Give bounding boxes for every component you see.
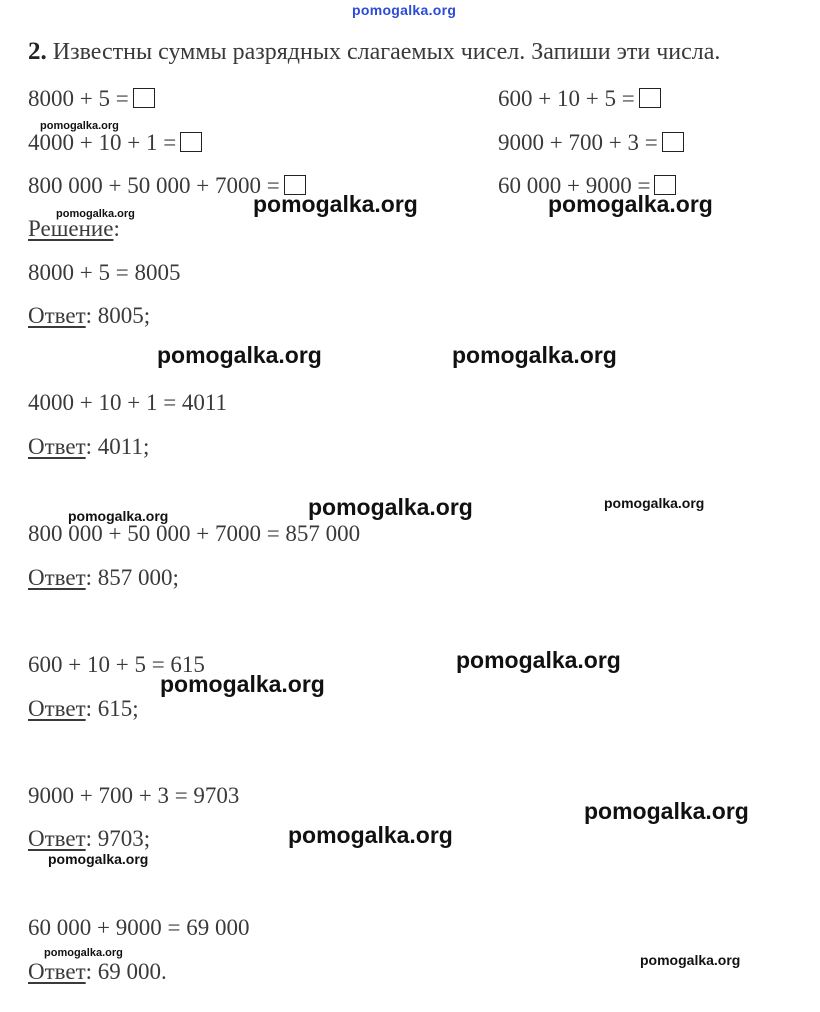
solution-answer-1: [28, 303, 150, 329]
answer-value: : 615;: [85, 696, 139, 721]
watermark: pomogalka.org: [288, 822, 453, 848]
solution-equation-6: 60 000 + 9000 = 69 000: [28, 915, 250, 940]
watermark: pomogalka.org: [48, 851, 149, 867]
watermark: pomogalka.org: [68, 508, 169, 524]
watermark: pomogalka.org: [40, 120, 119, 132]
exercise-expression: 800 000 + 50 000 + 7000 =: [28, 173, 280, 198]
task-text: Известны суммы разрядных слагаемых чисел. Запиши эти числа.: [52, 39, 721, 65]
solution-answer-5: [28, 826, 150, 852]
solution-heading-word: Решение: [28, 216, 114, 241]
solution-equation-3: 800 000 + 50 000 + 7000 = 857 000: [28, 521, 361, 546]
watermark: pomogalka.org: [308, 494, 473, 520]
watermark: pomogalka.org: [160, 671, 325, 697]
answer-box[interactable]: [180, 132, 202, 152]
solution-answer-4: [28, 696, 139, 722]
exercise-expression: 60 000 + 9000 =: [498, 173, 651, 198]
solution-equation-4: 600 + 10 + 5 = 615: [28, 652, 205, 677]
task-number: 2.: [28, 38, 47, 65]
solution-equation-2: 4000 + 10 + 1 = 4011: [28, 390, 228, 415]
answer-value: : 8005;: [85, 303, 151, 328]
exercise-right-2: [498, 130, 684, 156]
answer-box[interactable]: [133, 88, 155, 108]
exercise-left-1: [28, 86, 155, 112]
watermark: pomogalka.org: [253, 191, 418, 217]
exercise-right-1: [498, 86, 661, 112]
answer-label: Ответ: [28, 696, 86, 721]
solution-answer-3: [28, 565, 179, 591]
answer-value: : 857 000;: [85, 565, 179, 590]
exercise-expression: 8000 + 5 =: [28, 86, 129, 111]
answer-value: : 4011;: [85, 434, 150, 459]
solution-answer-2: [28, 434, 149, 460]
watermark: pomogalka.org: [456, 647, 621, 673]
solution-equation-5: 9000 + 700 + 3 = 9703: [28, 783, 240, 808]
watermark: pomogalka.org: [452, 342, 617, 368]
answer-label: Ответ: [28, 303, 86, 328]
solution-heading-colon: :: [113, 216, 120, 241]
answer-box[interactable]: [662, 132, 684, 152]
exercise-left-2: [28, 130, 202, 156]
exercise-expression: 4000 + 10 + 1 =: [28, 130, 177, 155]
solution-equation-1: 8000 + 5 = 8005: [28, 260, 181, 285]
watermark: pomogalka.org: [157, 342, 322, 368]
watermark: pomogalka.org: [640, 952, 741, 968]
watermark: pomogalka.org: [56, 208, 135, 220]
answer-label: Ответ: [28, 434, 86, 459]
answer-value: : 9703;: [85, 826, 151, 851]
watermark: pomogalka.org: [604, 495, 705, 511]
answer-label: Ответ: [28, 959, 86, 984]
answer-value: : 69 000.: [85, 959, 167, 984]
watermark: pomogalka.org: [548, 191, 713, 217]
answer-label: Ответ: [28, 826, 86, 851]
exercise-expression: 600 + 10 + 5 =: [498, 86, 635, 111]
solution-answer-6: [28, 959, 167, 985]
exercise-expression: 9000 + 700 + 3 =: [498, 130, 658, 155]
header-site-link[interactable]: pomogalka.org: [352, 2, 457, 18]
task-statement: [28, 38, 720, 66]
answer-label: Ответ: [28, 565, 86, 590]
watermark: pomogalka.org: [44, 947, 123, 959]
answer-box[interactable]: [639, 88, 661, 108]
watermark: pomogalka.org: [584, 798, 749, 824]
